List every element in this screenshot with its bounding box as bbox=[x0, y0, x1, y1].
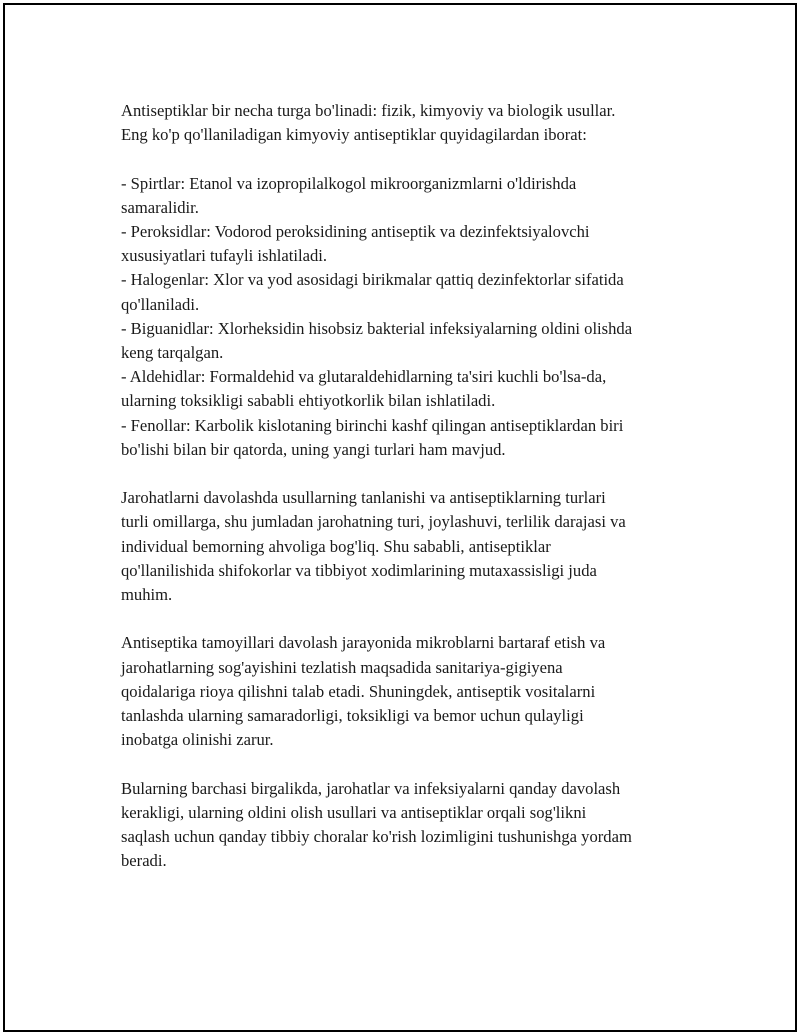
intro-line: Antiseptiklar bir necha turga bo'linadi: fizik, kimyoviy va biologik usullar. bbox=[121, 101, 616, 120]
paragraph-line: beradi. bbox=[121, 851, 167, 871]
list-item bbox=[121, 414, 701, 462]
list-item-line: bo'lishi bilan bir qatorda, uning yangi turlari ham mavjud. bbox=[121, 439, 506, 459]
paragraph-line: inobatga olinishi zarur. bbox=[121, 730, 274, 750]
list-item-line: samaralidir. bbox=[121, 197, 199, 217]
list-item bbox=[121, 172, 701, 220]
paragraph-3 bbox=[121, 631, 701, 752]
list-item-line: qo'llaniladi. bbox=[121, 294, 200, 314]
document-body bbox=[121, 99, 701, 873]
list-item-line: - Aldehidlar: Formaldehid va glutaraldehidlarning ta'siri kuchli bo'lsa-da, bbox=[121, 367, 607, 387]
paragraph-line: kerakligi, ularning oldini olish usullari va antiseptiklar orqali sog'likni bbox=[121, 802, 587, 822]
list-item-line: - Fenollar: Karbolik kislotaning birinchi kashf qilingan antiseptiklardan biri bbox=[121, 415, 624, 435]
paragraph-line: saqlash uchun qanday tibbiy choralar ko'rish lozimligini tushunishga yordam bbox=[121, 827, 632, 847]
paragraph-spacer bbox=[121, 147, 701, 171]
page-border bbox=[3, 3, 797, 1032]
paragraph-line: turli omillarga, shu jumladan jarohatning turi, joylashuvi, terlilik darajasi va bbox=[121, 512, 626, 532]
paragraph-2 bbox=[121, 486, 701, 607]
paragraph-line: Antiseptika tamoyillari davolash jarayonida mikroblarni bartaraf etish va bbox=[121, 633, 606, 653]
paragraph-line: tanlashda ularning samaradorligi, toksikligi va bemor uchun qulayligi bbox=[121, 706, 584, 726]
paragraph-line: individual bemorning ahvoliga bog'liq. Shu sababli, antiseptiklar bbox=[121, 536, 551, 556]
paragraph-line: qo'llanilishida shifokorlar va tibbiyot xodimlarining mutaxassisligi juda bbox=[121, 560, 597, 580]
list-item-line: - Peroksidlar: Vodorod peroksidining antiseptik va dezinfektsiyalovchi bbox=[121, 222, 590, 241]
list-item bbox=[121, 365, 701, 413]
intro-paragraph bbox=[121, 99, 701, 147]
paragraph-line: qoidalariga rioya qilishni talab etadi. Shuningdek, antiseptik vositalarni bbox=[121, 681, 596, 701]
paragraph-line: muhim. bbox=[121, 585, 173, 605]
list-item-line: xususiyatlari tufayli ishlatiladi. bbox=[121, 246, 328, 266]
list-item bbox=[121, 220, 701, 268]
paragraph-spacer bbox=[121, 607, 701, 631]
paragraph-spacer bbox=[121, 752, 701, 776]
paragraph-line: Bularning barchasi birgalikda, jarohatlar va infeksiyalarni qanday davolash bbox=[121, 778, 621, 798]
list-item-line: - Biguanidlar: Xlorheksidin hisobsiz bakterial infeksiyalarning oldini olishda bbox=[121, 318, 633, 338]
paragraph-line: jarohatlarning sog'ayishini tezlatish maqsadida sanitariya-gigiyena bbox=[121, 657, 563, 677]
paragraph-4 bbox=[121, 777, 701, 874]
list-item bbox=[121, 268, 701, 316]
list-item bbox=[121, 317, 701, 365]
paragraph-spacer bbox=[121, 462, 701, 486]
list-item-line: - Halogenlar: Xlor va yod asosidagi birikmalar qattiq dezinfektorlar sifatida bbox=[121, 270, 624, 290]
list-item-line: keng tarqalgan. bbox=[121, 343, 224, 363]
list-item-line: - Spirtlar: Etanol va izopropilalkogol mikroorganizmlarni o'ldirishda bbox=[121, 173, 577, 193]
antiseptic-list bbox=[121, 172, 701, 462]
paragraph-line: Jarohatlarni davolashda usullarning tanlanishi va antiseptiklarning turlari bbox=[121, 488, 606, 508]
list-item-line: ularning toksikligi sababli ehtiyotkorlik bilan ishlatiladi. bbox=[121, 391, 496, 411]
intro-line: Eng ko'p qo'llaniladigan kimyoviy antiseptiklar quyidagilardan iborat: bbox=[121, 125, 587, 145]
